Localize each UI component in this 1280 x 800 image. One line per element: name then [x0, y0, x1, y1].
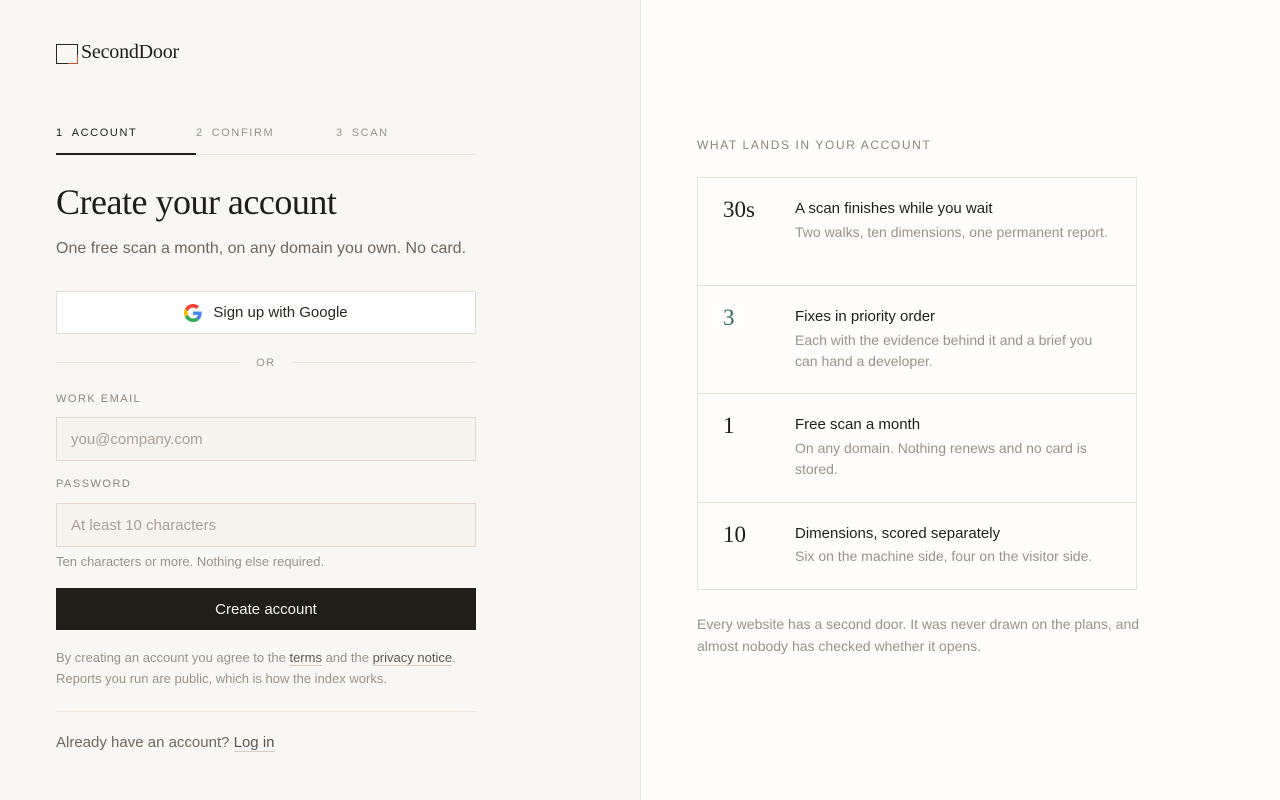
benefit-description: Two walks, ten dimensions, one permanent report. — [795, 224, 1108, 240]
benefit-card — [698, 503, 1136, 589]
email-field[interactable] — [56, 417, 476, 461]
login-link[interactable]: Log in — [233, 734, 275, 751]
login-prompt — [56, 734, 275, 751]
benefit-number: 30s — [723, 197, 755, 222]
benefits-panel — [641, 0, 1280, 800]
legal-prefix: By creating an account you agree to the — [56, 650, 286, 665]
step-number: 1 — [56, 127, 64, 139]
brand-name: SecondDoor — [81, 40, 179, 63]
benefit-title: Free scan a month — [795, 416, 921, 433]
google-icon — [184, 304, 202, 322]
step-label: ACCOUNT — [71, 127, 138, 139]
page-title: Create your account — [56, 182, 337, 222]
password-label: PASSWORD — [56, 478, 132, 490]
benefits-heading: WHAT LANDS IN YOUR ACCOUNT — [697, 138, 932, 152]
login-prompt-text: Already have an account? — [56, 734, 230, 751]
step-label: SCAN — [351, 127, 389, 139]
google-signup-button[interactable] — [56, 291, 476, 334]
closing-note: Every website has a second door. It was never drawn on the plans, and almost nobody has checked whether it opens. — [697, 616, 1140, 654]
benefit-card — [698, 178, 1136, 286]
door-logo-icon — [56, 44, 78, 64]
terms-link[interactable]: terms — [289, 650, 322, 665]
password-hint: Ten characters or more. Nothing else required. — [56, 554, 325, 569]
privacy-notice-link[interactable]: privacy notice — [372, 650, 453, 665]
benefit-description: Six on the machine side, four on the visitor side. — [795, 548, 1093, 564]
create-account-button[interactable]: Create account — [56, 588, 476, 630]
benefit-number: 1 — [723, 413, 735, 438]
benefit-card — [698, 394, 1136, 503]
step-account — [56, 126, 196, 154]
password-field[interactable] — [56, 503, 476, 547]
benefit-title: A scan finishes while you wait — [795, 200, 993, 217]
divider-line — [292, 362, 476, 363]
step-number: 2 — [196, 127, 204, 139]
or-label: OR — [256, 356, 276, 369]
step-scan — [336, 126, 476, 154]
step-confirm — [196, 126, 336, 154]
benefits-list — [697, 177, 1137, 590]
brand-logo[interactable] — [56, 40, 179, 64]
benefit-number: 3 — [723, 305, 735, 330]
or-divider — [56, 355, 476, 369]
step-label: CONFIRM — [211, 127, 275, 139]
benefit-card — [698, 286, 1136, 394]
legal-and: and the — [325, 650, 369, 665]
legal-text — [56, 647, 476, 689]
divider-line — [56, 362, 240, 363]
divider — [56, 711, 476, 712]
benefit-description: On any domain. Nothing renews and no card is stored. — [795, 440, 1087, 477]
benefit-description: Each with the evidence behind it and a brief you can hand a developer. — [795, 332, 1093, 369]
progress-steps — [56, 126, 476, 155]
benefit-title: Dimensions, scored separately — [795, 525, 1001, 542]
page-subtitle: One free scan a month, on any domain you own. No card. — [56, 240, 467, 257]
benefit-number: 10 — [723, 522, 746, 547]
google-signup-label: Sign up with Google — [213, 304, 348, 321]
legal-suffix: . Reports you run are public, which is how the index works. — [56, 650, 456, 686]
email-label: WORK EMAIL — [56, 393, 142, 405]
step-number: 3 — [336, 127, 344, 139]
benefit-title: Fixes in priority order — [795, 308, 936, 325]
